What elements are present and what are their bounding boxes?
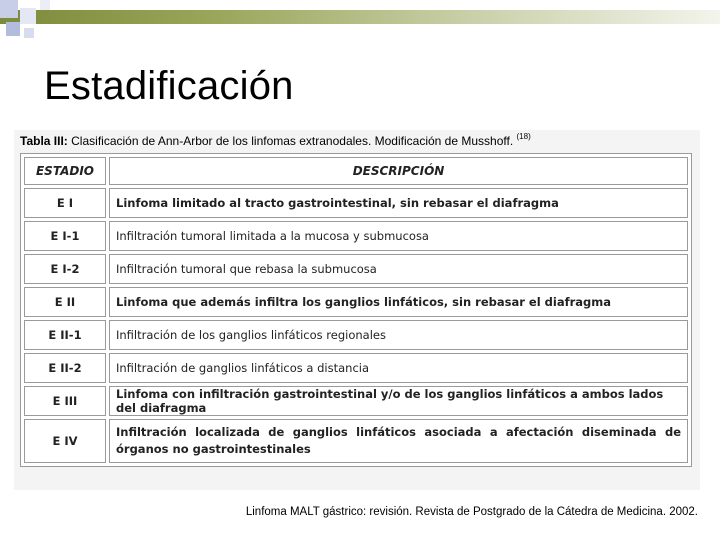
- description-cell: Infiltración tumoral limitada a la mucosa y submucosa: [109, 221, 688, 251]
- table-row: [24, 386, 688, 416]
- corner-decor-squares: [0, 0, 60, 48]
- header-stage: ESTADIO: [24, 157, 106, 185]
- caption-ref: (18): [516, 132, 531, 141]
- table-header-row: [24, 157, 688, 185]
- caption-label: Tabla III:: [20, 134, 68, 148]
- slide-title: Estadificación: [44, 64, 294, 108]
- header-description: DESCRIPCIÓN: [109, 157, 688, 185]
- description-cell: Infiltración tumoral que rebasa la submucosa: [109, 254, 688, 284]
- stage-cell: E I-1: [24, 221, 106, 251]
- table-row: [24, 419, 688, 463]
- stage-cell: E I: [24, 188, 106, 218]
- table-row: [24, 353, 688, 383]
- description-cell: Linfoma limitado al tracto gastrointestinal, sin rebasar el diafragma: [109, 188, 688, 218]
- stage-cell: E II: [24, 287, 106, 317]
- table-row: [24, 320, 688, 350]
- stage-cell: E II-1: [24, 320, 106, 350]
- description-cell: Infiltración localizada de ganglios linfáticos asociada a afectación diseminada de órganos no gastrointestinales: [109, 419, 688, 463]
- caption-text: Clasificación de Ann-Arbor de los linfomas extranodales. Modificación de Musshoff.: [71, 134, 514, 148]
- table-row: [24, 188, 688, 218]
- table-caption: [20, 134, 531, 148]
- top-decor-bar: [0, 10, 720, 24]
- source-citation: Linfoma MALT gástrico: revisión. Revista de Postgrado de la Cátedra de Medicina. 2002.: [245, 506, 698, 518]
- table-row: [24, 254, 688, 284]
- description-cell: Infiltración de los ganglios linfáticos regionales: [109, 320, 688, 350]
- stage-cell: E IV: [24, 419, 106, 463]
- table-row: [24, 287, 688, 317]
- staging-table: [20, 153, 692, 467]
- stage-cell: E I-2: [24, 254, 106, 284]
- table-row: [24, 221, 688, 251]
- description-cell: Linfoma con infiltración gastrointestinal y/o de los ganglios linfáticos a ambos lados del diafragma: [109, 386, 688, 416]
- stage-cell: E III: [24, 386, 106, 416]
- description-cell: Infiltración de ganglios linfáticos a distancia: [109, 353, 688, 383]
- description-cell: Linfoma que además infiltra los ganglios linfáticos, sin rebasar el diafragma: [109, 287, 688, 317]
- stage-cell: E II-2: [24, 353, 106, 383]
